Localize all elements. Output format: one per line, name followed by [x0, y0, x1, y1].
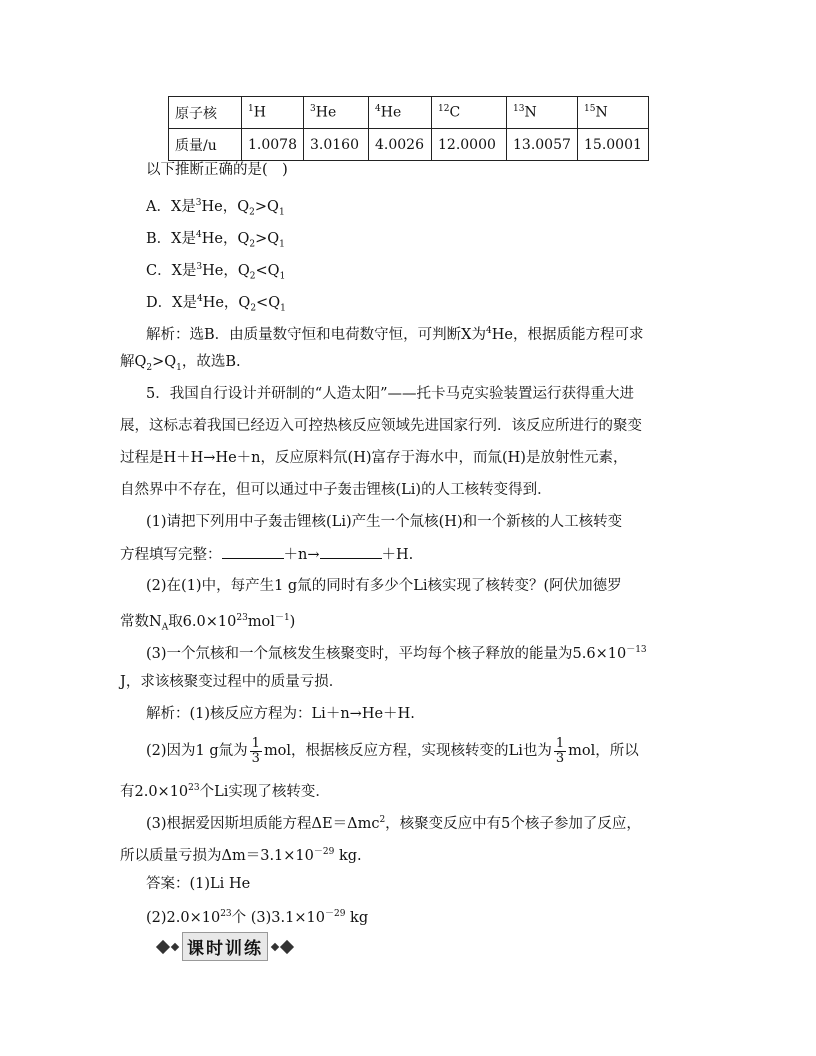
table-cell: 1.0078 — [242, 129, 304, 161]
answer-blank — [222, 544, 284, 559]
table-cell: 12.0000 — [432, 129, 507, 161]
section-title: 课时训练 — [182, 932, 268, 961]
sub-question-3: J，求该核聚变过程中的质量亏损． — [120, 674, 344, 690]
answer-line: $(2)2.0\times 10^{23}$个 $(3)3.1\times 10^{-29}$ kg — [146, 909, 369, 926]
table-cell: 15.0001 — [578, 129, 649, 161]
sub-question-3: (3)一个氘核和一个氚核发生核聚变时，平均每个核子释放的能量为$5.6\times 10^{-13}$ — [146, 645, 647, 662]
analysis-line: 解析：(1)核反应方程为：Li＋n→He＋H. — [146, 706, 415, 722]
analysis-line: (2)因为1 g氚为 $\frac{1}{3}$ mol，根据核反应方程，实现核转变的Li也为 $\frac{1}{3}$ mol，所以 — [146, 735, 639, 766]
diamond-icon — [271, 942, 279, 950]
analysis-line: 解析：选B．由质量数守恒和电荷数守恒，可判断X为$^4$He，根据质能方程可求 — [146, 326, 644, 343]
table-cell: 13.0057 — [507, 129, 578, 161]
sub-question-1: (1)请把下列用中子轰击锂核(Li)产生一个氚核(H)和一个新核的人工核转变 — [146, 514, 623, 530]
table-cell: $^4$He — [369, 97, 432, 129]
fraction: $\frac{1}{3}$ — [251, 735, 260, 766]
option-c: C．X是$^3$He，$Q_2<Q_1$ — [146, 262, 286, 282]
question-5-text: 5．我国自行设计并研制的“人造太阳”——托卡马克实验装置运行获得重大进 — [146, 386, 635, 402]
question-stem: 以下推断正确的是( ) — [146, 162, 288, 178]
analysis-line: 有$2.0\times 10^{23}$个Li实现了核转变． — [120, 783, 330, 800]
question-5-text: 展，这标志着我国已经迈入可控热核反应领域先进国家行列．该反应所进行的聚变 — [120, 418, 642, 434]
section-banner — [158, 932, 292, 961]
table-cell: 4.0026 — [369, 129, 432, 161]
answer-blank — [320, 544, 382, 559]
diamond-icon — [280, 939, 294, 953]
sub-question-2: (2)在(1)中，每产生1 g氚的同时有多少个Li核实现了核转变？(阿伏加德罗 — [146, 578, 622, 594]
option-d: D．X是$^4$He，$Q_2<Q_1$ — [146, 294, 286, 314]
table-header-row — [169, 97, 649, 129]
table-cell: $^{13}$N — [507, 97, 578, 129]
diamond-icon — [171, 942, 179, 950]
sub-question-2: 常数$N_A$取$6.0\times 10^{23}mol^{-1}$) — [120, 613, 296, 633]
table-cell: 3.0160 — [304, 129, 369, 161]
sub-question-1: 方程填写完整： ＋n→ ＋H. — [120, 544, 413, 565]
table-cell: 质量/u — [169, 129, 242, 161]
answer-line: 答案：(1)Li He — [146, 876, 251, 892]
question-5-text: 过程是H＋H→He＋n，反应原料氘(H)富存于海水中，而氚(H)是放射性元素， — [120, 450, 628, 466]
table-mass-row — [169, 129, 649, 161]
table-cell: $^{15}$N — [578, 97, 649, 129]
table-cell: 原子核 — [169, 97, 242, 129]
fraction: $\frac{1}{3}$ — [555, 735, 565, 766]
analysis-line: 所以质量亏损为$\Delta m=3.1\times 10^{-29}$ kg. — [120, 847, 362, 864]
nuclide-mass-table — [168, 96, 649, 161]
table-cell: $^3$He — [304, 97, 369, 129]
option-b: B．X是$^4$He，$Q_2>Q_1$ — [146, 230, 285, 250]
analysis-line: (3)根据爱因斯坦质能方程ΔE＝Δmc$^2$，核聚变反应中有5个核子参加了反应， — [146, 815, 641, 832]
diamond-icon — [156, 939, 170, 953]
table-cell: $^1$H — [242, 97, 304, 129]
analysis-line: 解$Q_2>Q_1$，故选B. — [120, 354, 241, 373]
table-cell: $^{12}$C — [432, 97, 507, 129]
question-5-text: 自然界中不存在，但可以通过中子轰击锂核(Li)的人工核转变得到． — [120, 482, 552, 498]
option-a: A．X是$^3$He，$Q_2>Q_1$ — [146, 198, 285, 218]
